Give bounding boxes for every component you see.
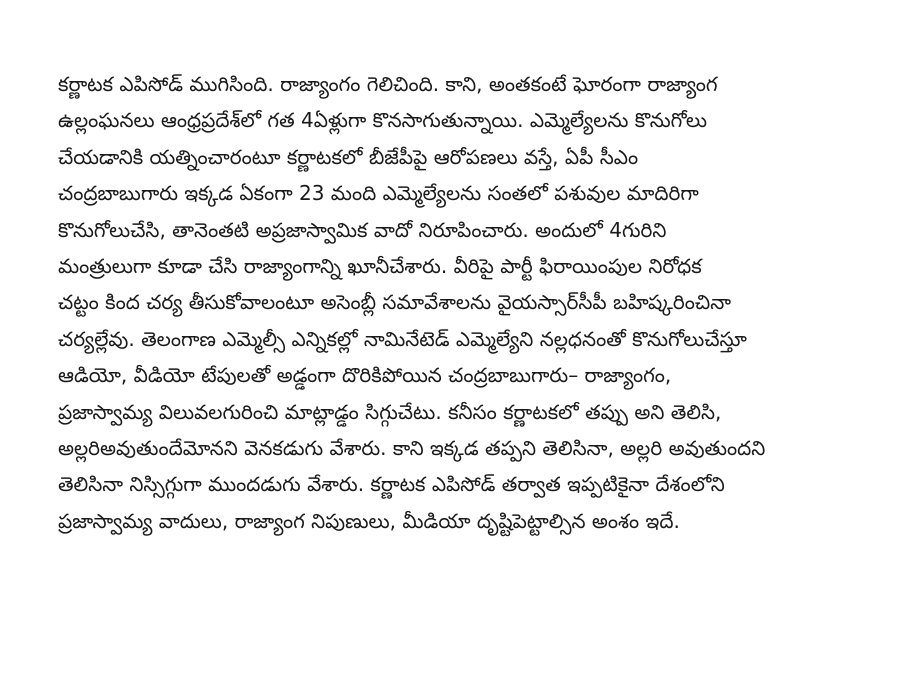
text-line-6: మంత్రులుగా కూడా చేసి రాజ్యాంగాన్ని ఖూనీచేశారు. వీరిపై పార్టీ ఫిరాయింపుల నిరోధక [58, 253, 702, 278]
text-line-9: ఆడియో, వీడియో టేపులతో అడ్డంగా దొరికిపోయిన చంద్రబాబుగారు– రాజ్యాంగం, [58, 363, 672, 388]
text-line-11: అల్లరిఅవుతుందేమోనని వెనకడుగు వేశారు. కాని ఇక్కడ తప్పని తెలిసినా, అల్లరి అవుతుందని [58, 435, 766, 460]
text-line-2: ఉల్లంఘనలు ఆంధ్రప్రదేశ్‌లో గత 4ఏళ్లుగా కొనసాగుతున్నాయి. ఎమ్మెల్యేలను కొనుగోలు [58, 108, 707, 133]
text-line-3: చేయడానికి యత్నించారంటూ కర్ణాటకలో బీజేపీపై ఆరోపణలు వస్తే, ఏపీ సీఎం [58, 144, 639, 169]
text-line-7: చట్టం కింద చర్య తీసుకోవాలంటూ అసెంబ్లీ సమావేశాలను వైయస్సార్‌సీపీ బహిష్కరించినా [58, 290, 732, 315]
text-line-1: కర్ణాటక ఎపిసోడ్ ముగిసింది. రాజ్యాంగం గెలిచింది. కాని, అంతకంటే ఘోరంగా రాజ్యాంగ [58, 72, 718, 96]
text-line-5: కొనుగోలుచేసి, తానెంతటి అప్రజాస్వామిక వాదో నిరూపించారు. అందులో 4గురిని [58, 217, 667, 242]
text-line-8: చర్యల్లేవు. తెలంగాణ ఎమ్మెల్సీ ఎన్నికల్లో నామినేటెడ్ ఎమ్మెల్యేని నల్లధనంతో కొనుగోలుచేస్తూ [58, 326, 747, 351]
text-line-12: తెలిసినా నిస్సిగ్గుగా ముందడుగు వేశారు. కర్ణాటక ఎపిసోడ్ తర్వాత ఇప్పటికైనా దేశంలోని [58, 472, 725, 497]
text-line-13: ప్రజాస్వామ్య వాదులు, రాజ్యాంగ నిపుణులు, మీడియా దృష్టిపెట్టాల్సిన అంశం ఇదే. [58, 508, 680, 533]
article-paragraph [58, 66, 908, 539]
text-line-4: చంద్రబాబుగారు ఇక్కడ ఏకంగా 23 మంది ఎమ్మెల్యేలను సంతలో పశువుల మాదిరిగా [58, 181, 699, 206]
text-line-10: ప్రజాస్వామ్య విలువలగురించి మాట్లాడ్డం సిగ్గుచేటు. కనీసం కర్ణాటకలో తప్పు అని తెలిసి, [58, 399, 722, 424]
